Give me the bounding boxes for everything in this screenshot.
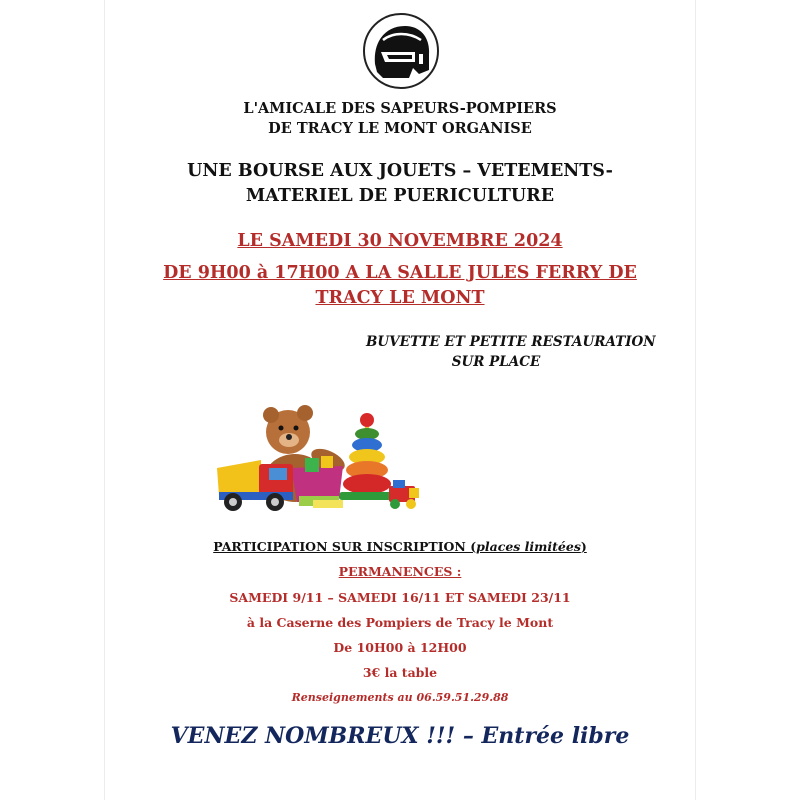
registration-emphasis: places limitées [476,539,581,554]
event-venue-line-2: TRACY LE MONT [315,288,485,308]
event-date [0,229,800,253]
registration-suffix: ) [580,539,587,554]
organizer-text [0,99,800,139]
organizer-line-2: DE TRACY LE MONT ORGANISE [268,120,532,137]
organizer-line-1: L'AMICALE DES SAPEURS-POMPIERS [243,100,557,117]
permanence-location: à la Caserne des Pompiers de Tracy le Mont [246,615,554,630]
toy-train-icon [389,480,419,509]
toys-illustration [213,400,428,518]
info-phone: Renseignements au 06.59.51.29.88 [291,691,509,704]
permanence-dates: SAMEDI 9/11 – SAMEDI 16/11 ET SAMEDI 23/11 [229,590,571,605]
buvette-notice [366,332,656,372]
event-date-text: LE SAMEDI 30 NOVEMBRE 2024 [237,231,563,251]
event-title-line-1: UNE BOURSE AUX JOUETS – VETEMENTS- [187,161,613,181]
firefighter-helmet-icon [363,12,439,90]
ring-stacker-icon [339,413,395,500]
event-title-line-2: MATERIEL DE PUERICULTURE [245,186,555,206]
toy-truck-icon [217,460,293,511]
event-venue-line-1: DE 9H00 à 17H00 A LA SALLE JULES FERRY DE [163,263,637,283]
buvette-line-2: SUR PLACE [451,354,541,370]
permanences-label [0,563,800,580]
registration-info [0,538,800,555]
registration-prefix: PARTICIPATION SUR INSCRIPTION ( [213,539,477,554]
event-title [0,159,800,209]
permanence-hours: De 10H00 à 12H00 [333,640,467,655]
permanences-label-text: PERMANENCES : [338,564,462,579]
table-price: 3€ la table [362,665,438,680]
call-to-action: VENEZ NOMBREUX !!! – Entrée libre [170,723,630,749]
event-venue [0,261,800,311]
buvette-line-1: BUVETTE ET PETITE RESTAURATION [366,334,656,350]
